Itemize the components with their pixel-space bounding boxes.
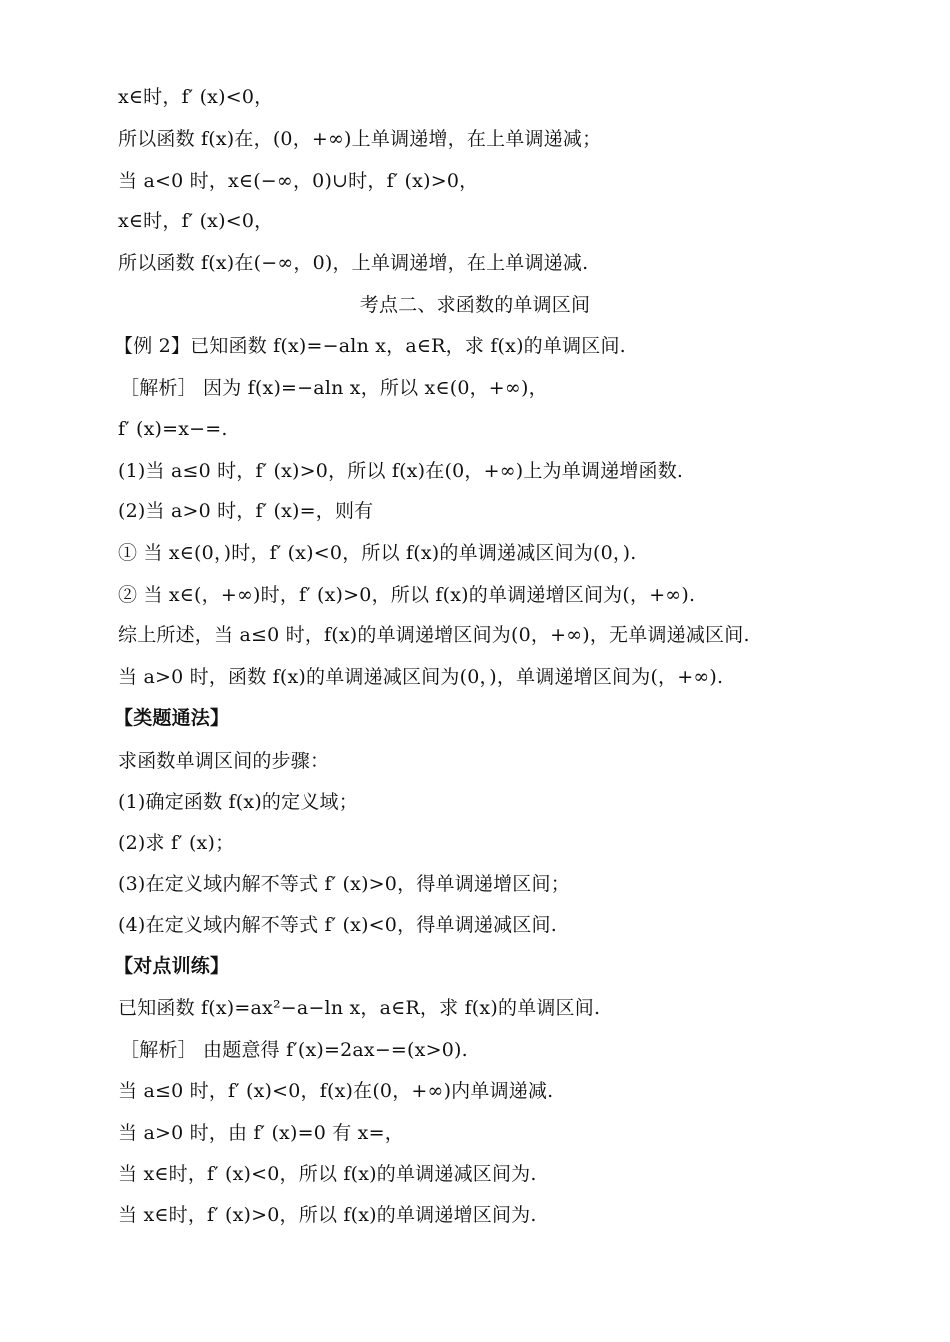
method-line-2: (1)确定函数 f(x)的定义域； [118,791,358,813]
solution-line-5: ① 当 x∈(0，)时，f′ (x)<0，所以 f(x)的单调递减区间为(0，). [118,542,637,564]
practice-solution-4: 当 x∈时，f′ (x)<0，所以 f(x)的单调递减区间为. [118,1163,537,1185]
practice-solution-5: 当 x∈时，f′ (x)>0，所以 f(x)的单调递增区间为. [118,1204,537,1226]
example-2-heading: 【例 2】已知函数 f(x)=−aln x，a∈R，求 f(x)的单调区间. [114,335,626,357]
solution-line-4: (2)当 a>0 时，f′ (x)=，则有 [118,500,374,522]
solution-line-3: (1)当 a≤0 时，f′ (x)>0，所以 f(x)在(0，+∞)上为单调递增函数. [118,460,684,482]
method-summary-heading: 【类题通法】 [114,707,230,729]
section-heading: 考点二、求函数的单调区间 [359,294,591,316]
text-line-5: 所以函数 f(x)在(−∞，0)，上单调递增，在上单调递减. [118,252,589,274]
text-line-4: x∈时，f′ (x)<0， [118,210,274,232]
method-line-1: 求函数单调区间的步骤： [118,750,330,772]
solution-line-6: ② 当 x∈(，+∞)时，f′ (x)>0，所以 f(x)的单调递增区间为(，+∞). [118,584,696,606]
text-line-3: 当 a<0 时，x∈(−∞，0)∪时，f′ (x)>0， [118,170,479,192]
solution-line-7: 综上所述，当 a≤0 时，f(x)的单调递增区间为(0，+∞)，无单调递减区间. [118,624,750,646]
text-line-2: 所以函数 f(x)在，(0，+∞)上单调递增，在上单调递减； [118,128,602,150]
solution-line-8: 当 a>0 时，函数 f(x)的单调递减区间为(0，)，单调递增区间为(，+∞). [118,666,724,688]
solution-line-1: ［解析］ 因为 f(x)=−aln x，所以 x∈(0，+∞)， [120,377,548,399]
method-line-3: (2)求 f′ (x)； [118,832,235,854]
practice-heading: 【对点训练】 [114,955,230,977]
text-line-1: x∈时，f′ (x)<0， [118,86,274,108]
practice-solution-3: 当 a>0 时，由 f′ (x)=0 有 x=， [118,1122,404,1144]
solution-line-2: f′ (x)=x−=. [118,418,228,440]
practice-problem: 已知函数 f(x)=ax²−a−ln x，a∈R，求 f(x)的单调区间. [118,997,601,1019]
method-line-4: (3)在定义域内解不等式 f′ (x)>0，得单调递增区间； [118,873,570,895]
practice-solution-2: 当 a≤0 时，f′ (x)<0，f(x)在(0，+∞)内单调递减. [118,1080,554,1102]
practice-solution-1: ［解析］ 由题意得 f′(x)=2ax−=(x>0). [120,1039,468,1061]
method-line-5: (4)在定义域内解不等式 f′ (x)<0，得单调递减区间. [118,914,557,936]
